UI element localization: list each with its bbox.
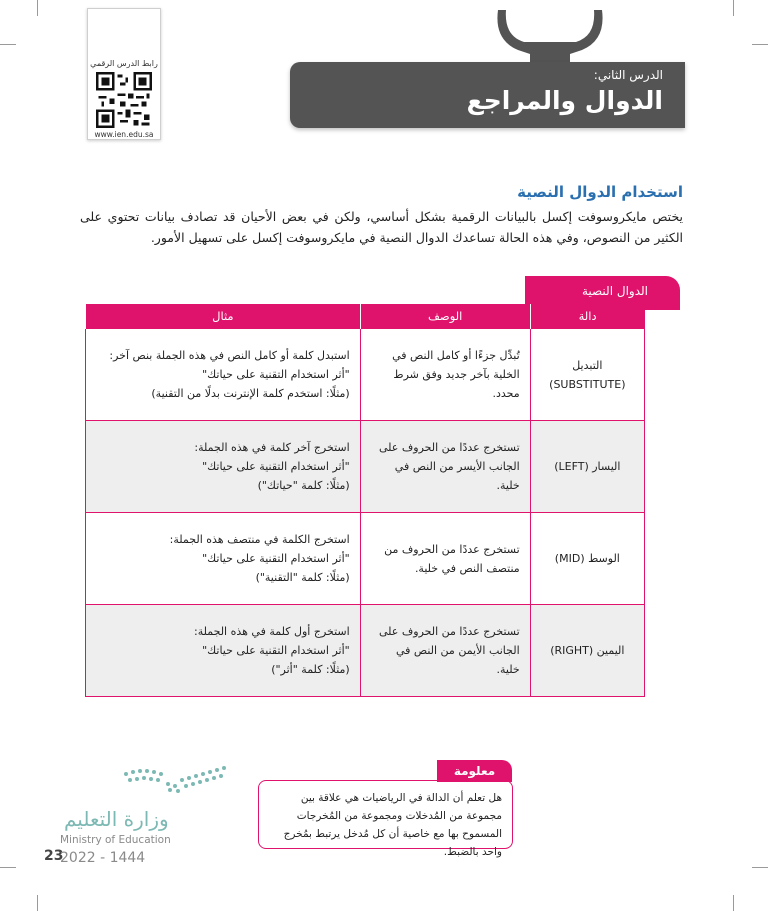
ministry-logo-icon xyxy=(118,760,233,800)
ministry-name-en: Ministry of Education xyxy=(60,834,171,846)
header-function: دالة xyxy=(530,304,644,329)
crop-mark xyxy=(733,895,734,911)
function-cell: الوسط (MID) xyxy=(530,513,644,605)
crop-mark xyxy=(0,867,16,868)
example-cell xyxy=(86,513,361,605)
function-cell: اليمين (RIGHT) xyxy=(530,605,644,697)
function-cell: اليسار (LEFT) xyxy=(530,421,644,513)
crop-mark xyxy=(733,0,734,16)
header-example: مثال xyxy=(86,304,361,329)
qr-caption: رابط الدرس الرقمي xyxy=(90,59,158,68)
qr-code-card[interactable] xyxy=(87,8,161,140)
example-line: "أثر استخدام التقنية على حياتك" xyxy=(202,644,350,657)
example-line: استخرج أول كلمة في هذه الجملة: xyxy=(193,625,350,638)
intro-paragraph: يختص مايكروسوفت إكسل بالبيانات الرقمية بشكل أساسي، ولكن في بعض الأحيان قد تصادف بيانات تحتوي على الكثير من النصوص، وفي هذه الحالة تساعدك الدوال النصية في مايكروسوفت إكسل على تسهيل الأمور. xyxy=(80,209,683,245)
header-description: الوصف xyxy=(360,304,530,329)
year-label: 2022 - 1444 xyxy=(60,850,146,866)
example-line: استبدل كلمة أو كامل النص في هذه الجملة بنص آخر: xyxy=(109,349,350,362)
example-cell xyxy=(86,329,361,421)
crop-mark xyxy=(752,867,768,868)
info-title: معلومة xyxy=(437,760,512,782)
crop-mark xyxy=(0,44,16,45)
crop-mark xyxy=(752,44,768,45)
ministry-name-ar: وزارة التعليم xyxy=(64,807,169,831)
crop-mark xyxy=(37,895,38,911)
example-line: (مثلًا: كلمة "حياتك") xyxy=(257,479,350,492)
example-line: "أثر استخدام التقنية على حياتك" xyxy=(202,460,350,473)
lesson-label: الدرس الثاني: xyxy=(593,68,663,82)
info-text: هل تعلم أن الدالة في الرياضيات هي علاقة بين مجموعة من المُدخلات ومجموعة من المُخرجات المسموح بها مع خاصية أن كل مُدخل يرتبط بمُخرج واحد بالضبط. xyxy=(283,792,502,858)
description-cell: تستخرج عددًا من الحروف من منتصف النص في خلية. xyxy=(360,513,530,605)
table-row xyxy=(86,421,645,513)
description-cell: تُبدِّل جزءًا أو كامل النص في الخلية بآخر جديد وفق شرط محدد. xyxy=(360,329,530,421)
example-line: "أثر استخدام التقنية على حياتك" xyxy=(202,368,350,381)
table-row xyxy=(86,329,645,421)
qr-code-icon xyxy=(96,72,152,128)
example-cell xyxy=(86,605,361,697)
qr-url: www.ien.edu.sa xyxy=(94,130,154,139)
lesson-title: الدوال والمراجع xyxy=(466,86,663,115)
example-line: استخرج الكلمة في منتصف هذه الجملة: xyxy=(169,533,350,546)
example-line: (مثلًا: كلمة "أثر") xyxy=(271,663,350,676)
function-cell: التبديل (SUBSTITUTE) xyxy=(530,329,644,421)
table-row xyxy=(86,605,645,697)
crop-mark xyxy=(37,0,38,16)
section-heading: استخدام الدوال النصية xyxy=(517,183,683,201)
info-box xyxy=(258,780,513,858)
example-line: (مثلًا: استخدم كلمة الإنترنت بدلًا من التقنية) xyxy=(151,387,350,400)
description-cell: تستخرج عددًا من الحروف على الجانب الأيمن من النص في خلية. xyxy=(360,605,530,697)
monitor-stand-graphic xyxy=(490,10,610,68)
description-cell: تستخرج عددًا من الحروف على الجانب الأيسر من النص في خلية. xyxy=(360,421,530,513)
table-tab-text: الدوال النصية xyxy=(581,284,648,298)
example-line: "أثر استخدام التقنية على حياتك" xyxy=(202,552,350,565)
example-line: (مثلًا: كلمة "التقنية") xyxy=(255,571,350,584)
text-functions-table xyxy=(85,304,645,697)
example-line: استخرج آخر كلمة في هذه الجملة: xyxy=(194,441,350,454)
table-row xyxy=(86,513,645,605)
page-number: 23 xyxy=(44,848,64,864)
example-cell xyxy=(86,421,361,513)
